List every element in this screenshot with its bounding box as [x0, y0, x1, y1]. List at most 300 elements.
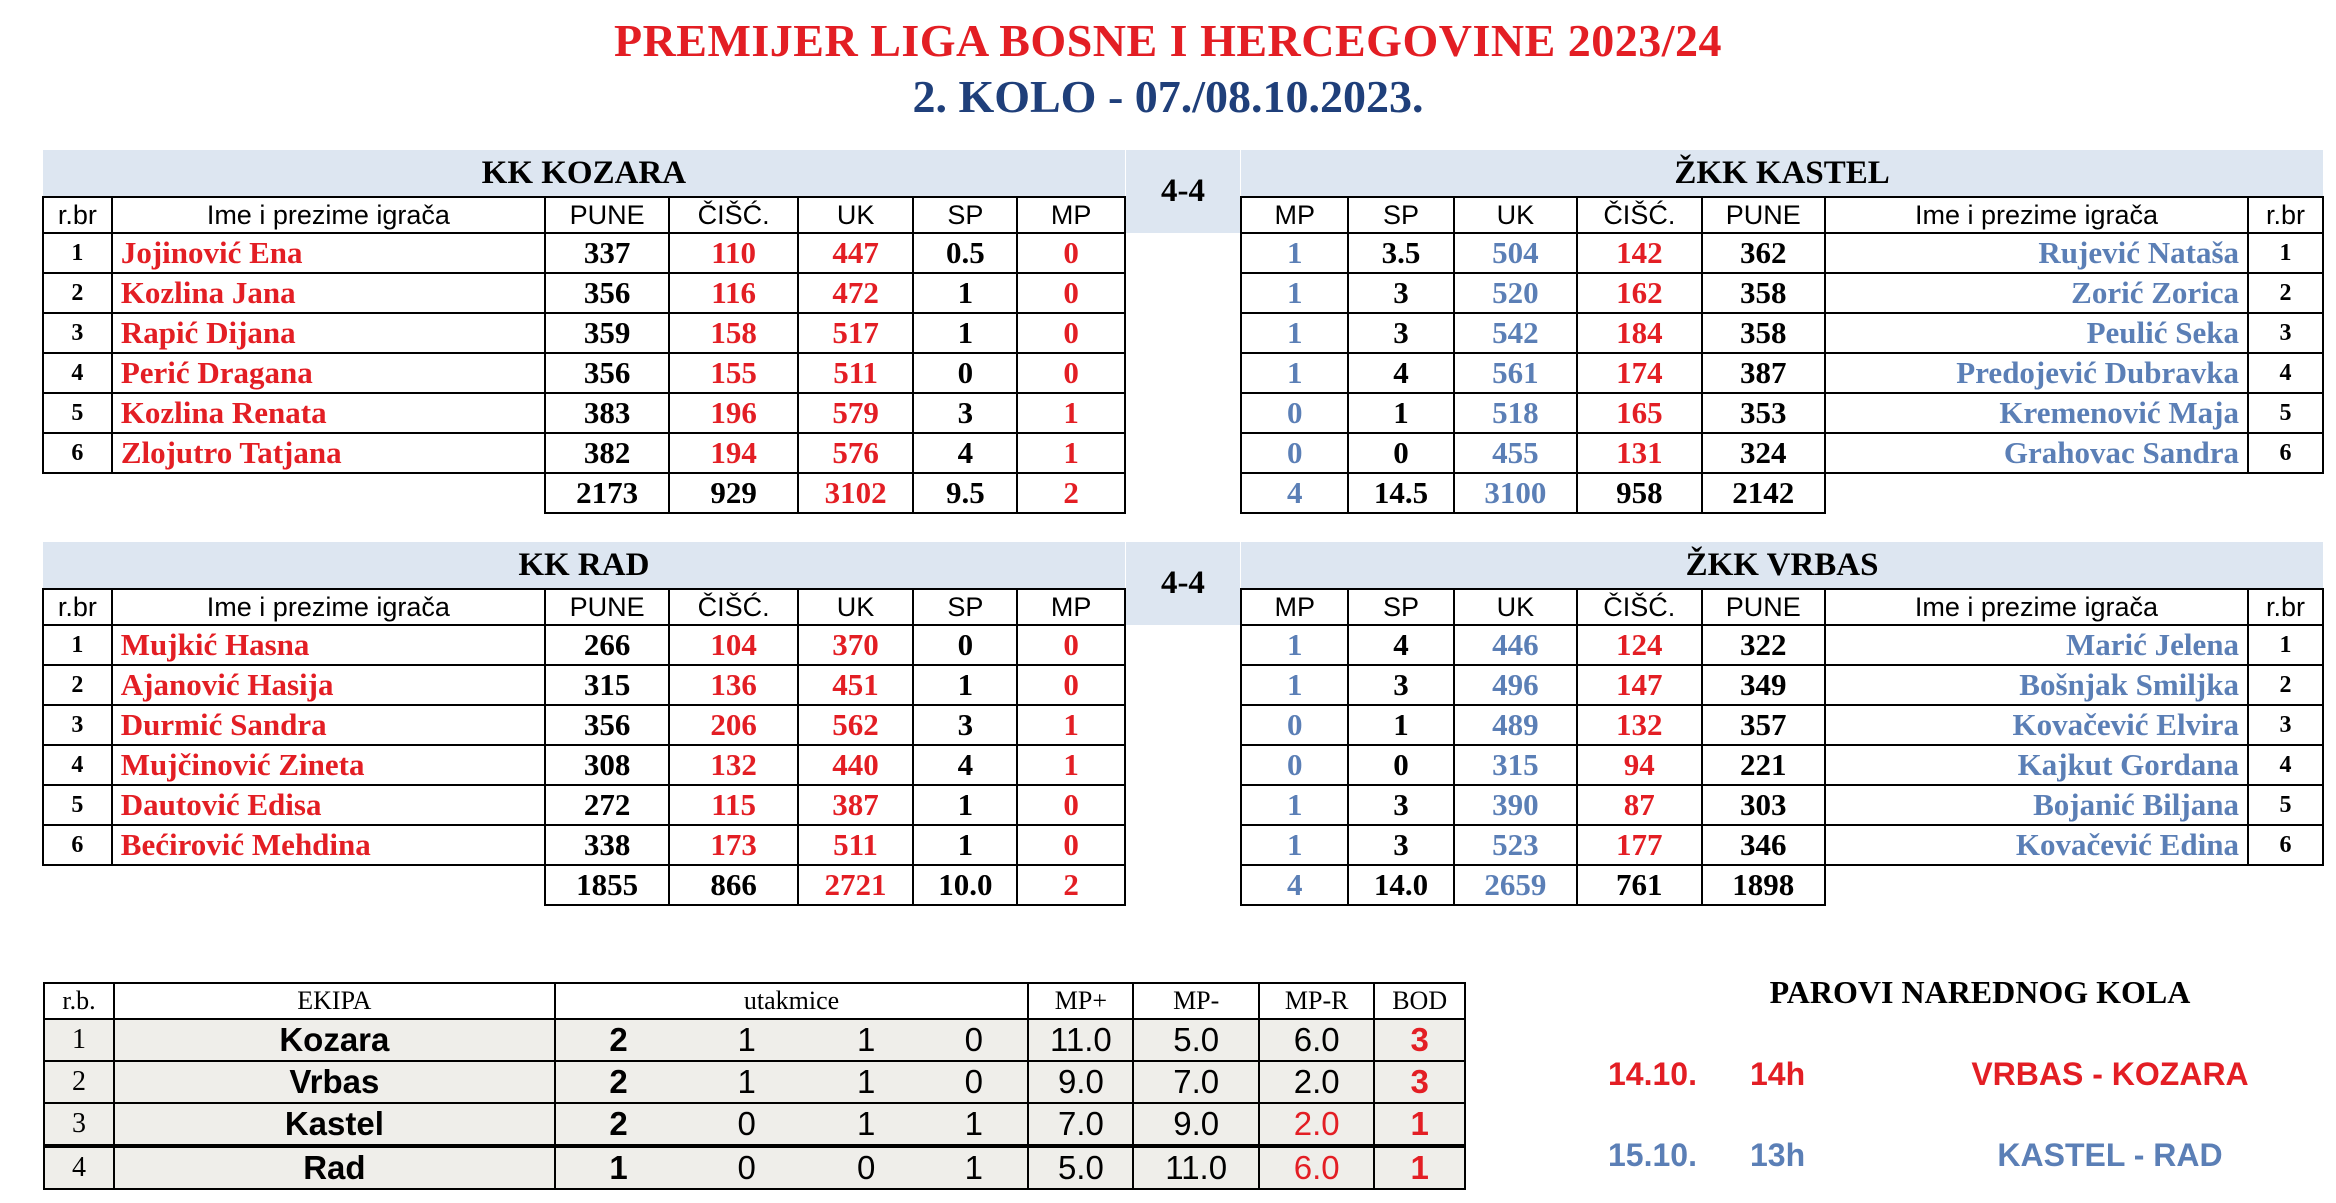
- column-header: MP: [1017, 197, 1124, 233]
- column-header: Ime i prezime igrača: [112, 197, 545, 233]
- spacer: [1125, 313, 1241, 353]
- column-header: ČIŠĆ.: [1577, 589, 1701, 625]
- player-name: Marić Jelena: [1825, 625, 2248, 665]
- player-mp: 0: [1017, 353, 1124, 393]
- total-mp: 4: [1241, 473, 1348, 513]
- player-cisc: 177: [1577, 825, 1701, 865]
- player-mp: 1: [1241, 825, 1348, 865]
- player-rank: 2: [2248, 273, 2323, 313]
- player-name: Ajanović Hasija: [112, 665, 545, 705]
- player-cisc: 155: [669, 353, 798, 393]
- player-sp: 0: [1348, 433, 1453, 473]
- standings-losses: 0: [920, 1061, 1028, 1103]
- column-header: ČIŠĆ.: [1577, 197, 1701, 233]
- player-pune: 349: [1702, 665, 1825, 705]
- player-name: Peulić Seka: [1825, 313, 2248, 353]
- player-rank: 4: [43, 745, 112, 785]
- player-name: Jojinović Ena: [112, 233, 545, 273]
- total-pune: 1855: [545, 865, 669, 905]
- column-header: UK: [798, 197, 913, 233]
- player-rank: 5: [43, 785, 112, 825]
- player-sp: 3: [913, 393, 1017, 433]
- player-row: [43, 433, 2323, 473]
- column-header: r.br: [43, 197, 112, 233]
- spacer: [1125, 433, 1241, 473]
- standings-team: Kozara: [114, 1019, 555, 1061]
- player-cisc: 173: [669, 825, 798, 865]
- player-pune: 357: [1702, 705, 1825, 745]
- match-score: 4-4: [1125, 150, 1241, 233]
- header-mp-plus: MP+: [1028, 983, 1133, 1019]
- player-name: Zorić Zorica: [1825, 273, 2248, 313]
- totals-row: [43, 865, 2323, 905]
- player-name: Kozlina Renata: [112, 393, 545, 433]
- standings-team: Vrbas: [114, 1061, 555, 1103]
- player-sp: 1: [1348, 393, 1453, 433]
- player-rank: 1: [43, 233, 112, 273]
- standings-wins: 1: [681, 1061, 812, 1103]
- player-sp: 0: [913, 625, 1017, 665]
- column-header: Ime i prezime igrača: [112, 589, 545, 625]
- player-mp: 1: [1017, 433, 1124, 473]
- standings-mp-minus: 11.0: [1133, 1146, 1259, 1189]
- player-uk: 523: [1454, 825, 1577, 865]
- player-rank: 2: [2248, 665, 2323, 705]
- standings-draws: 1: [812, 1061, 920, 1103]
- player-uk: 455: [1454, 433, 1577, 473]
- total-cisc: 929: [669, 473, 798, 513]
- standings-points: 1: [1374, 1103, 1465, 1146]
- page-subtitle: 2. KOLO - 07./08.10.2023.: [912, 71, 1424, 122]
- player-uk: 504: [1454, 233, 1577, 273]
- player-pune: 383: [545, 393, 669, 433]
- total-cisc: 958: [1577, 473, 1701, 513]
- column-header: r.br: [2248, 197, 2323, 233]
- fixture-time: 14h: [1750, 1056, 1806, 1092]
- column-header: SP: [913, 197, 1017, 233]
- player-cisc: 116: [669, 273, 798, 313]
- player-pune: 308: [545, 745, 669, 785]
- column-header: SP: [913, 589, 1017, 625]
- player-mp: 0: [1017, 665, 1124, 705]
- column-header: UK: [798, 589, 913, 625]
- player-name: Mujčinović Zineta: [112, 745, 545, 785]
- player-pune: 303: [1702, 785, 1825, 825]
- total-mp: 2: [1017, 473, 1124, 513]
- standings-rank: 1: [44, 1019, 114, 1061]
- total-uk: 3100: [1454, 473, 1577, 513]
- column-header: PUNE: [1702, 197, 1825, 233]
- standings-mp-r: 2.0: [1259, 1061, 1374, 1103]
- standings-draws: 1: [812, 1103, 920, 1146]
- player-uk: 511: [798, 825, 913, 865]
- player-row: [43, 353, 2323, 393]
- player-sp: 1: [913, 825, 1017, 865]
- player-cisc: 165: [1577, 393, 1701, 433]
- standings-mp-r: 2.0: [1259, 1103, 1374, 1146]
- player-pune: 358: [1702, 313, 1825, 353]
- player-rank: 5: [43, 393, 112, 433]
- player-mp: 1: [1017, 393, 1124, 433]
- standings-mp-r: 6.0: [1259, 1019, 1374, 1061]
- player-rank: 5: [2248, 393, 2323, 433]
- spacer: [1125, 353, 1241, 393]
- player-sp: 0: [1348, 745, 1453, 785]
- player-cisc: 162: [1577, 273, 1701, 313]
- player-cisc: 87: [1577, 785, 1701, 825]
- player-rank: 6: [43, 433, 112, 473]
- player-pune: 356: [545, 273, 669, 313]
- player-row: [43, 825, 2323, 865]
- player-cisc: 124: [1577, 625, 1701, 665]
- player-sp: 3: [913, 705, 1017, 745]
- standings-rank: 4: [44, 1146, 114, 1189]
- player-mp: 0: [1017, 785, 1124, 825]
- column-header: SP: [1348, 197, 1453, 233]
- player-mp: 0: [1017, 313, 1124, 353]
- player-cisc: 142: [1577, 233, 1701, 273]
- total-uk: 2659: [1454, 865, 1577, 905]
- player-mp: 0: [1017, 233, 1124, 273]
- player-uk: 440: [798, 745, 913, 785]
- player-rank: 3: [2248, 705, 2323, 745]
- player-row: [43, 745, 2323, 785]
- player-rank: 5: [2248, 785, 2323, 825]
- standings-points: 3: [1374, 1019, 1465, 1061]
- player-rank: 6: [2248, 433, 2323, 473]
- player-rank: 4: [2248, 353, 2323, 393]
- column-header: ČIŠĆ.: [669, 197, 798, 233]
- spacer: [1125, 705, 1241, 745]
- standings-draws: 0: [812, 1146, 920, 1189]
- player-uk: 518: [1454, 393, 1577, 433]
- away-team-name: ŽKK VRBAS: [1241, 542, 2323, 589]
- home-team-name: KK RAD: [43, 542, 1125, 589]
- spacer: [1825, 473, 2248, 513]
- player-uk: 562: [798, 705, 913, 745]
- player-uk: 542: [1454, 313, 1577, 353]
- fixture-time: 13h: [1750, 1137, 1806, 1173]
- player-pune: 358: [1702, 273, 1825, 313]
- player-rank: 1: [43, 625, 112, 665]
- player-row: [43, 705, 2323, 745]
- spacer: [1125, 825, 1241, 865]
- player-cisc: 174: [1577, 353, 1701, 393]
- total-pune: 2173: [545, 473, 669, 513]
- spacer: [1125, 665, 1241, 705]
- spacer: [1125, 785, 1241, 825]
- away-team-name: ŽKK KASTEL: [1241, 150, 2323, 197]
- player-rank: 3: [2248, 313, 2323, 353]
- player-pune: 324: [1702, 433, 1825, 473]
- standings-played: 1: [555, 1146, 682, 1189]
- player-rank: 4: [43, 353, 112, 393]
- player-cisc: 131: [1577, 433, 1701, 473]
- player-rank: 1: [2248, 233, 2323, 273]
- player-pune: 356: [545, 353, 669, 393]
- player-uk: 576: [798, 433, 913, 473]
- player-mp: 1: [1017, 705, 1124, 745]
- player-sp: 3: [1348, 785, 1453, 825]
- total-sp: 14.0: [1348, 865, 1453, 905]
- player-sp: 4: [913, 745, 1017, 785]
- player-name: Kovačević Elvira: [1825, 705, 2248, 745]
- fixture-date: 15.10.: [1608, 1137, 1697, 1173]
- standings-played: 2: [555, 1019, 682, 1061]
- player-mp: 0: [1241, 393, 1348, 433]
- fixture-match: VRBAS - KOZARA: [1971, 1056, 2249, 1092]
- player-cisc: 104: [669, 625, 798, 665]
- header-rb: r.b.: [44, 983, 114, 1019]
- player-mp: 0: [1017, 825, 1124, 865]
- player-mp: 0: [1241, 433, 1348, 473]
- fixture-date: 14.10.: [1608, 1056, 1697, 1092]
- player-uk: 489: [1454, 705, 1577, 745]
- player-uk: 511: [798, 353, 913, 393]
- standings-table: [43, 982, 1466, 1190]
- player-cisc: 206: [669, 705, 798, 745]
- column-header: SP: [1348, 589, 1453, 625]
- standings-header: [44, 983, 1465, 1019]
- spacer: [1125, 473, 1241, 513]
- spacer: [1125, 865, 1241, 905]
- standings-team: Rad: [114, 1146, 555, 1189]
- player-mp: 1: [1017, 745, 1124, 785]
- player-pune: 266: [545, 625, 669, 665]
- player-sp: 4: [913, 433, 1017, 473]
- spacer: [1125, 273, 1241, 313]
- standings-mp-plus: 11.0: [1028, 1019, 1133, 1061]
- column-header: MP: [1017, 589, 1124, 625]
- player-rank: 1: [2248, 625, 2323, 665]
- standings-played: 2: [555, 1103, 682, 1146]
- spacer: [2248, 865, 2323, 905]
- player-name: Rujević Nataša: [1825, 233, 2248, 273]
- player-row: [43, 625, 2323, 665]
- player-rank: 3: [43, 705, 112, 745]
- standings-rank: 3: [44, 1103, 114, 1146]
- total-uk: 2721: [798, 865, 913, 905]
- player-mp: 1: [1241, 233, 1348, 273]
- player-pune: 356: [545, 705, 669, 745]
- home-team-name: KK KOZARA: [43, 150, 1125, 197]
- total-uk: 3102: [798, 473, 913, 513]
- standings-wins: 0: [681, 1146, 812, 1189]
- match-table: [42, 150, 2324, 514]
- player-row: [43, 233, 2323, 273]
- player-uk: 520: [1454, 273, 1577, 313]
- standings-rank: 2: [44, 1061, 114, 1103]
- standings-draws: 1: [812, 1019, 920, 1061]
- player-name: Rapić Dijana: [112, 313, 545, 353]
- player-sp: 1: [913, 665, 1017, 705]
- total-pune: 1898: [1702, 865, 1825, 905]
- player-mp: 0: [1241, 705, 1348, 745]
- player-sp: 4: [1348, 625, 1453, 665]
- column-header: r.br: [2248, 589, 2323, 625]
- player-name: Kozlina Jana: [112, 273, 545, 313]
- spacer: [43, 473, 112, 513]
- player-cisc: 194: [669, 433, 798, 473]
- player-mp: 1: [1241, 785, 1348, 825]
- player-rank: 6: [2248, 825, 2323, 865]
- player-sp: 3: [1348, 273, 1453, 313]
- player-uk: 370: [798, 625, 913, 665]
- player-mp: 1: [1241, 625, 1348, 665]
- player-cisc: 147: [1577, 665, 1701, 705]
- player-uk: 472: [798, 273, 913, 313]
- match-table: [42, 542, 2324, 906]
- player-uk: 496: [1454, 665, 1577, 705]
- player-pune: 272: [545, 785, 669, 825]
- standings-row: [44, 1061, 1465, 1103]
- player-name: Predojević Dubravka: [1825, 353, 2248, 393]
- standings-team: Kastel: [114, 1103, 555, 1146]
- column-header: UK: [1454, 589, 1577, 625]
- player-uk: 517: [798, 313, 913, 353]
- column-header: UK: [1454, 197, 1577, 233]
- column-header: PUNE: [1702, 589, 1825, 625]
- player-pune: 322: [1702, 625, 1825, 665]
- spacer: [43, 865, 112, 905]
- player-cisc: 110: [669, 233, 798, 273]
- player-cisc: 132: [1577, 705, 1701, 745]
- standings-losses: 1: [920, 1103, 1028, 1146]
- column-header: MP: [1241, 589, 1348, 625]
- spacer: [1125, 393, 1241, 433]
- player-uk: 446: [1454, 625, 1577, 665]
- player-rank: 2: [43, 665, 112, 705]
- next-round-title: PAROVI NAREDNOG KOLA: [1769, 974, 2191, 1010]
- standings-row: [44, 1146, 1465, 1189]
- player-mp: 0: [1017, 625, 1124, 665]
- player-sp: 3: [1348, 665, 1453, 705]
- player-row: [43, 313, 2323, 353]
- player-uk: 579: [798, 393, 913, 433]
- player-name: Grahovac Sandra: [1825, 433, 2248, 473]
- spacer: [1125, 625, 1241, 665]
- match-score: 4-4: [1125, 542, 1241, 625]
- spacer: [1125, 745, 1241, 785]
- player-cisc: 196: [669, 393, 798, 433]
- fixture-match: KASTEL - RAD: [1997, 1137, 2223, 1173]
- player-name: Zlojutro Tatjana: [112, 433, 545, 473]
- standings-wins: 1: [681, 1019, 812, 1061]
- total-pune: 2142: [1702, 473, 1825, 513]
- player-mp: 0: [1241, 745, 1348, 785]
- spacer: [1825, 865, 2248, 905]
- player-rank: 6: [43, 825, 112, 865]
- total-mp: 4: [1241, 865, 1348, 905]
- player-cisc: 184: [1577, 313, 1701, 353]
- player-sp: 3: [1348, 313, 1453, 353]
- player-sp: 3.5: [1348, 233, 1453, 273]
- player-name: Kovačević Edina: [1825, 825, 2248, 865]
- player-name: Kremenović Maja: [1825, 393, 2248, 433]
- header-bod: BOD: [1374, 983, 1465, 1019]
- header-team: EKIPA: [114, 983, 555, 1019]
- player-name: Mujkić Hasna: [112, 625, 545, 665]
- total-sp: 9.5: [913, 473, 1017, 513]
- player-uk: 315: [1454, 745, 1577, 785]
- spacer: [2248, 473, 2323, 513]
- standings-mp-r: 6.0: [1259, 1146, 1374, 1189]
- player-pune: 346: [1702, 825, 1825, 865]
- player-mp: 1: [1241, 665, 1348, 705]
- spacer: [112, 473, 545, 513]
- player-mp: 0: [1017, 273, 1124, 313]
- total-sp: 14.5: [1348, 473, 1453, 513]
- player-pune: 382: [545, 433, 669, 473]
- player-sp: 1: [1348, 705, 1453, 745]
- standings-row: [44, 1103, 1465, 1146]
- totals-row: [43, 473, 2323, 513]
- player-rank: 4: [2248, 745, 2323, 785]
- header-mp-r: MP-R: [1259, 983, 1374, 1019]
- player-mp: 1: [1241, 313, 1348, 353]
- player-uk: 390: [1454, 785, 1577, 825]
- player-sp: 0.5: [913, 233, 1017, 273]
- total-cisc: 866: [669, 865, 798, 905]
- header-mp-minus: MP-: [1133, 983, 1259, 1019]
- player-mp: 1: [1241, 273, 1348, 313]
- standings-losses: 0: [920, 1019, 1028, 1061]
- player-uk: 387: [798, 785, 913, 825]
- standings-mp-minus: 9.0: [1133, 1103, 1259, 1146]
- player-row: [43, 393, 2323, 433]
- standings-wins: 0: [681, 1103, 812, 1146]
- total-cisc: 761: [1577, 865, 1701, 905]
- spacer: [112, 865, 545, 905]
- standings-mp-plus: 5.0: [1028, 1146, 1133, 1189]
- player-sp: 4: [1348, 353, 1453, 393]
- column-header: r.br: [43, 589, 112, 625]
- player-sp: 3: [1348, 825, 1453, 865]
- player-pune: 362: [1702, 233, 1825, 273]
- player-mp: 1: [1241, 353, 1348, 393]
- total-mp: 2: [1017, 865, 1124, 905]
- player-cisc: 158: [669, 313, 798, 353]
- player-pune: 338: [545, 825, 669, 865]
- standings-mp-plus: 7.0: [1028, 1103, 1133, 1146]
- column-header: Ime i prezime igrača: [1825, 589, 2248, 625]
- standings-played: 2: [555, 1061, 682, 1103]
- total-sp: 10.0: [913, 865, 1017, 905]
- player-name: Perić Dragana: [112, 353, 545, 393]
- player-rank: 3: [43, 313, 112, 353]
- player-row: [43, 665, 2323, 705]
- player-name: Kajkut Gordana: [1825, 745, 2248, 785]
- standings-points: 3: [1374, 1061, 1465, 1103]
- player-pune: 221: [1702, 745, 1825, 785]
- player-name: Bošnjak Smiljka: [1825, 665, 2248, 705]
- player-name: Bojanić Biljana: [1825, 785, 2248, 825]
- standings-losses: 1: [920, 1146, 1028, 1189]
- player-pune: 315: [545, 665, 669, 705]
- standings-points: 1: [1374, 1146, 1465, 1189]
- player-uk: 447: [798, 233, 913, 273]
- player-cisc: 94: [1577, 745, 1701, 785]
- standings-mp-minus: 5.0: [1133, 1019, 1259, 1061]
- player-sp: 1: [913, 313, 1017, 353]
- player-name: Bećirović Mehdina: [112, 825, 545, 865]
- player-cisc: 115: [669, 785, 798, 825]
- page-title: PREMIJER LIGA BOSNE I HERCEGOVINE 2023/24: [613, 15, 1723, 66]
- player-row: [43, 785, 2323, 825]
- player-uk: 561: [1454, 353, 1577, 393]
- player-name: Dautović Edisa: [112, 785, 545, 825]
- player-cisc: 136: [669, 665, 798, 705]
